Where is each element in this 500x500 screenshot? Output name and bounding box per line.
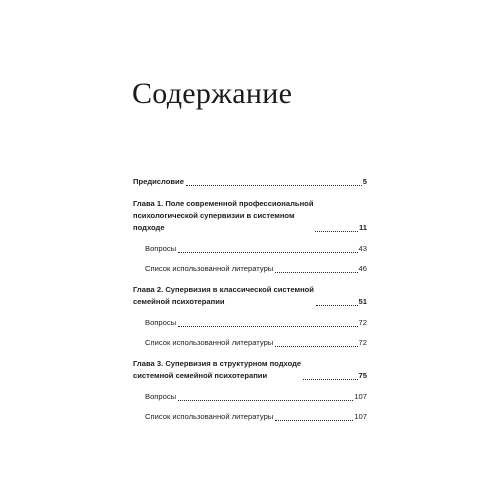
toc-entry-page: 51	[358, 297, 367, 306]
dot-leader	[275, 420, 353, 421]
toc-entry-page: 46	[358, 264, 367, 273]
dot-leader	[186, 185, 362, 186]
toc-entry-label: Список использованной литературы	[145, 338, 274, 347]
toc-entry-label: Список использованной литературы	[145, 412, 274, 421]
toc-entry-label: Предисловие	[133, 177, 184, 186]
table-of-contents	[133, 176, 367, 423]
dot-leader	[275, 272, 357, 273]
toc-entry-page: 72	[358, 318, 367, 327]
toc-entry-references-1	[133, 263, 367, 275]
toc-entry-references-3	[133, 411, 367, 423]
toc-entry-label: Глава 1. Поле современной профессиональной психологической супервизии в системном подходе	[133, 199, 314, 232]
toc-entry-label: Вопросы	[145, 244, 177, 253]
toc-entry-page: 43	[358, 244, 367, 253]
dot-leader	[178, 252, 357, 253]
dot-leader	[316, 305, 358, 306]
toc-entry-page: 72	[358, 338, 367, 347]
toc-entry-page: 11	[358, 223, 367, 232]
toc-entry-page: 107	[354, 392, 367, 401]
dot-leader	[315, 231, 357, 232]
toc-entry-preface	[133, 176, 367, 188]
toc-entry-label: Глава 3. Супервизия в структурном подходе системной семейной психотерапии	[133, 359, 302, 380]
toc-entry-label: Список использованной литературы	[145, 264, 274, 273]
toc-entry-label: Глава 2. Супервизия в классической системной семейной психотерапии	[133, 285, 314, 306]
toc-entry-chapter-3	[133, 358, 367, 382]
toc-entry-references-2	[133, 337, 367, 349]
page-title: Содержание	[132, 77, 293, 110]
dot-leader	[303, 379, 357, 380]
toc-entry-label: Вопросы	[145, 392, 177, 401]
toc-entry-label: Вопросы	[145, 318, 177, 327]
toc-entry-page: 107	[354, 412, 367, 421]
dot-leader	[178, 400, 353, 401]
toc-entry-questions-3	[133, 391, 367, 403]
dot-leader	[275, 346, 357, 347]
dot-leader	[178, 326, 357, 327]
toc-entry-questions-1	[133, 243, 367, 255]
toc-entry-page: 75	[358, 371, 367, 380]
toc-entry-questions-2	[133, 317, 367, 329]
toc-entry-chapter-1	[133, 198, 367, 234]
toc-entry-chapter-2	[133, 284, 367, 308]
toc-entry-page: 5	[362, 177, 367, 186]
